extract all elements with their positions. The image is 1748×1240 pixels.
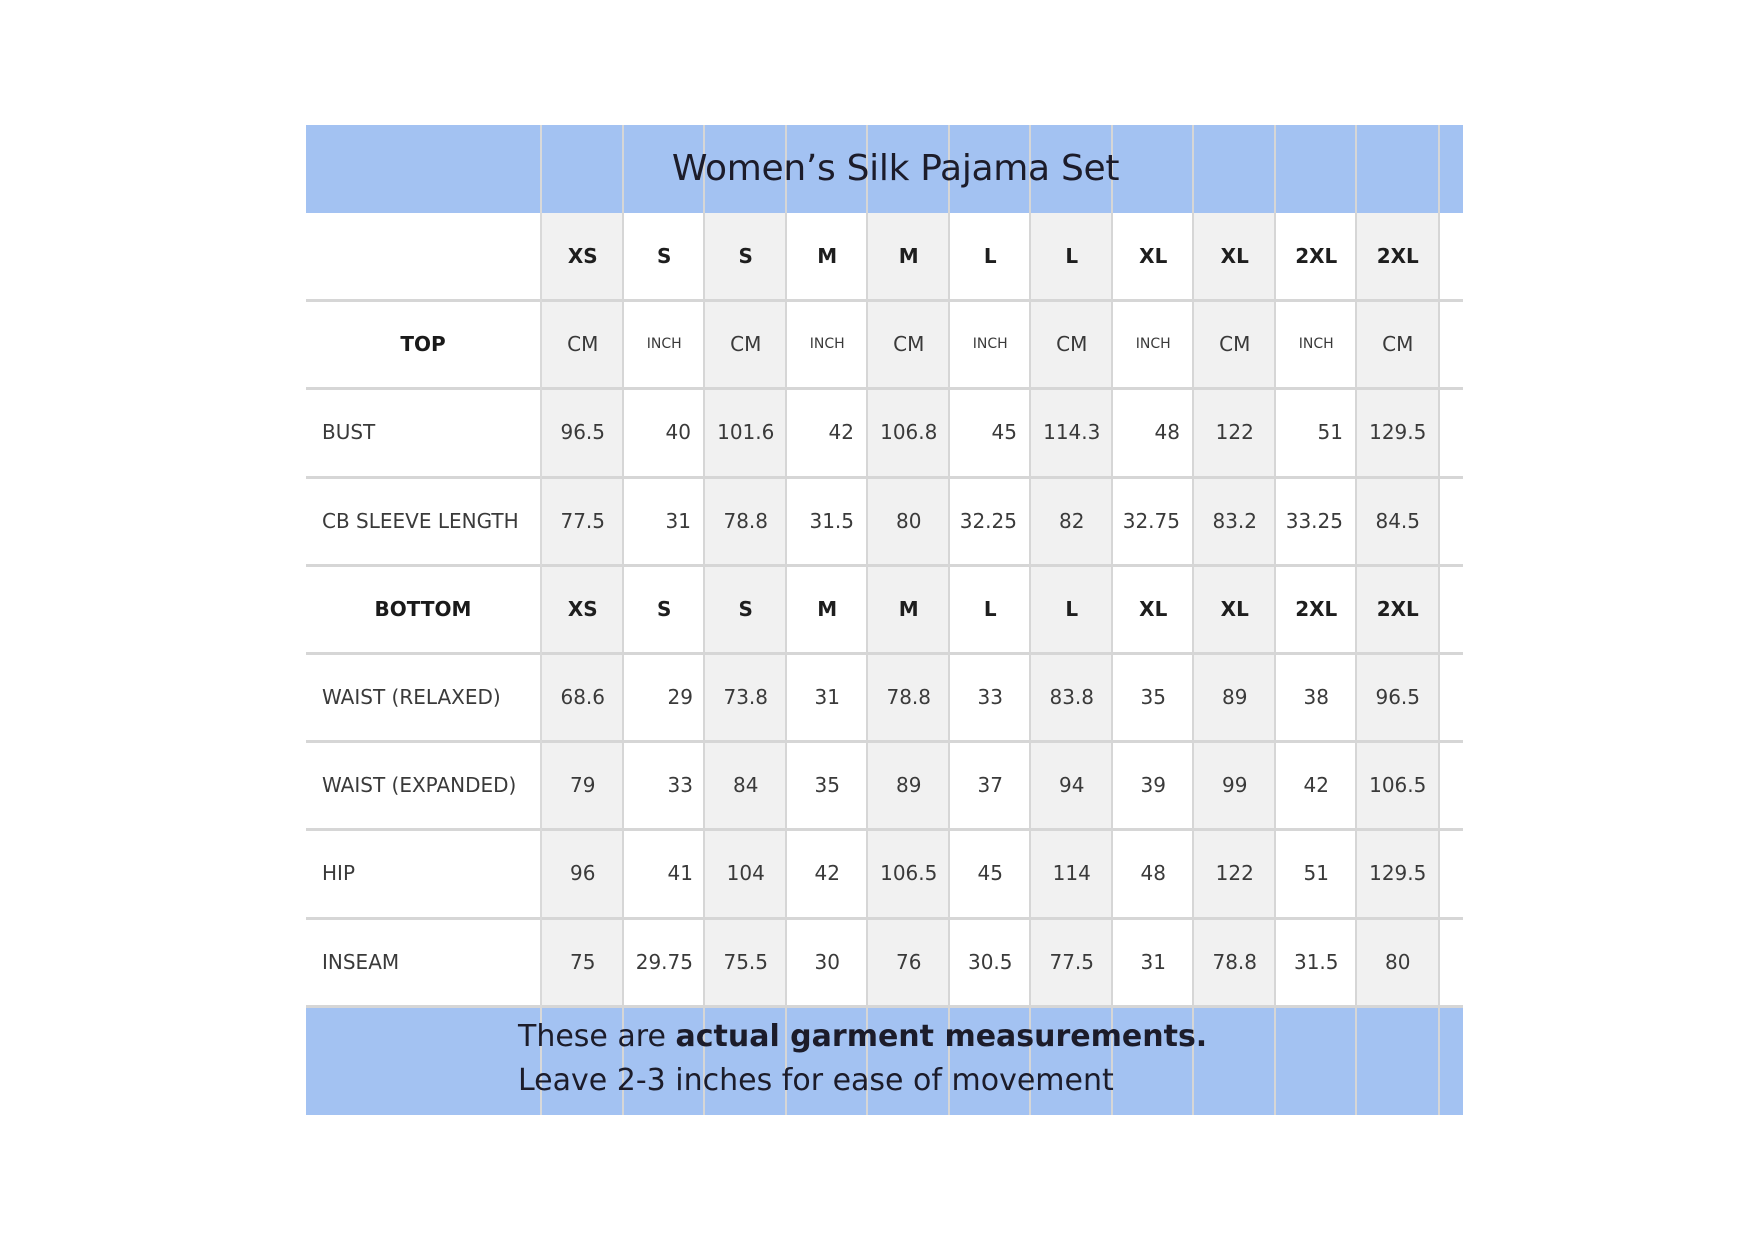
measure-value: 129.5 [1369, 420, 1427, 445]
unit-cell: INCH [646, 336, 682, 353]
size-header-cell: L [983, 596, 997, 621]
measure-value: 41 [667, 861, 693, 886]
measure-value: 80 [896, 508, 922, 533]
measure-value: 84 [733, 773, 759, 798]
unit-cell: CM [1382, 332, 1414, 357]
measure-value: 96.5 [1375, 685, 1421, 710]
measure-value: 51 [1303, 861, 1329, 886]
measure-value: 73.8 [723, 685, 769, 710]
measure-value: 80 [1385, 949, 1411, 974]
measure-value: 42 [828, 420, 854, 445]
measure-value: 31 [814, 685, 840, 710]
measure-value: 77.5 [1049, 949, 1095, 974]
measure-value: 94 [1059, 773, 1085, 798]
measure-value: 96 [570, 861, 596, 886]
measure-value: 82 [1059, 508, 1085, 533]
measure-value: 79 [570, 773, 596, 798]
measure-value: 31.5 [1293, 949, 1339, 974]
section-label-bottom: BOTTOM [374, 596, 472, 621]
footnote [518, 1015, 1278, 1103]
size-header-cell: M [817, 244, 838, 269]
size-chart [306, 125, 1463, 1115]
measure-label: WAIST (EXPANDED) [322, 773, 517, 798]
measure-label: INSEAM [322, 949, 400, 974]
measure-label: CB SLEEVE LENGTH [322, 508, 519, 533]
footnote-bold-text: actual garment measurements. [675, 1019, 1208, 1054]
size-header-cell: S [738, 244, 753, 269]
measure-value: 42 [1303, 773, 1329, 798]
measure-value: 75 [570, 949, 596, 974]
measure-value: 32.75 [1122, 508, 1180, 533]
measure-value: 89 [896, 773, 922, 798]
measure-value: 114 [1052, 861, 1091, 886]
measure-value: 106.8 [880, 420, 938, 445]
size-header-cell: XL [1139, 596, 1168, 621]
section-label-top: TOP [400, 332, 446, 357]
measure-value: 38 [1303, 685, 1329, 710]
measure-value: 106.5 [880, 861, 938, 886]
size-header-cell: XS [567, 244, 598, 269]
size-header-cell: L [983, 244, 997, 269]
measure-value: 122 [1215, 861, 1254, 886]
measure-value: 31 [665, 508, 691, 533]
size-header-cell: 2XL [1376, 596, 1419, 621]
measure-value: 129.5 [1369, 861, 1427, 886]
measure-value: 76 [896, 949, 922, 974]
measure-value: 83.8 [1049, 685, 1095, 710]
unit-cell: INCH [809, 336, 845, 353]
measure-value: 75.5 [723, 949, 769, 974]
measure-value: 96.5 [560, 420, 606, 445]
measure-value: 32.25 [959, 508, 1017, 533]
measure-label: HIP [322, 861, 355, 886]
measure-label: BUST [322, 420, 376, 445]
chart-title-text: Women’s Silk Pajama Set [671, 148, 1120, 189]
measure-value: 29 [667, 685, 693, 710]
row-divider [306, 1005, 1463, 1008]
measure-value: 35 [1140, 685, 1166, 710]
size-header-cell: S [738, 596, 753, 621]
measure-value: 33 [667, 773, 693, 798]
size-header-cell: XL [1139, 244, 1168, 269]
measure-value: 114.3 [1043, 420, 1101, 445]
measure-label: WAIST (RELAXED) [322, 685, 501, 710]
unit-cell: CM [1219, 332, 1251, 357]
size-header-cell: 2XL [1295, 596, 1338, 621]
measure-value: 30.5 [967, 949, 1013, 974]
measure-value: 45 [991, 420, 1017, 445]
measure-value: 78.8 [886, 685, 932, 710]
unit-cell: CM [730, 332, 762, 357]
measure-value: 39 [1140, 773, 1166, 798]
size-header-cell: 2XL [1295, 244, 1338, 269]
unit-cell: INCH [972, 336, 1008, 353]
measure-value: 78.8 [1212, 949, 1258, 974]
unit-cell: CM [567, 332, 599, 357]
size-header-cell: M [817, 596, 838, 621]
measure-value: 48 [1140, 861, 1166, 886]
unit-cell: INCH [1135, 336, 1171, 353]
measure-value: 68.6 [560, 685, 606, 710]
measure-value: 77.5 [560, 508, 606, 533]
size-header-cell: S [657, 596, 672, 621]
size-header-cell: M [898, 596, 919, 621]
measure-value: 106.5 [1369, 773, 1427, 798]
unit-cell: CM [1056, 332, 1088, 357]
measure-value: 83.2 [1212, 508, 1258, 533]
chart-title [306, 125, 1463, 213]
size-header-cell: S [657, 244, 672, 269]
unit-cell: CM [893, 332, 925, 357]
measure-value: 45 [977, 861, 1003, 886]
measure-value: 30 [814, 949, 840, 974]
measure-value: 31 [1140, 949, 1166, 974]
measure-value: 35 [814, 773, 840, 798]
measure-value: 31.5 [809, 508, 854, 533]
size-header-cell: XL [1220, 596, 1249, 621]
footnote-text-end: Leave 2-3 inches for ease of movement [518, 1063, 1114, 1098]
measure-value: 48 [1154, 420, 1180, 445]
measure-value: 101.6 [717, 420, 775, 445]
size-header-cell: 2XL [1376, 244, 1419, 269]
measure-value: 84.5 [1375, 508, 1421, 533]
measure-value: 99 [1222, 773, 1248, 798]
size-header-cell: XS [567, 596, 598, 621]
measure-value: 40 [665, 420, 691, 445]
measure-value: 104 [726, 861, 765, 886]
measure-value: 33.25 [1285, 508, 1343, 533]
measure-value: 51 [1317, 420, 1343, 445]
measure-value: 122 [1215, 420, 1254, 445]
size-header-cell: M [898, 244, 919, 269]
measure-value: 37 [977, 773, 1003, 798]
measure-value: 78.8 [723, 508, 769, 533]
size-header-cell: L [1065, 244, 1079, 269]
footnote-text: These are [518, 1019, 676, 1054]
size-header-cell: XL [1220, 244, 1249, 269]
measure-value: 33 [977, 685, 1003, 710]
size-header-cell: L [1065, 596, 1079, 621]
measure-value: 42 [814, 861, 840, 886]
measure-value: 29.75 [635, 949, 693, 974]
unit-cell: INCH [1298, 336, 1334, 353]
measure-value: 89 [1222, 685, 1248, 710]
